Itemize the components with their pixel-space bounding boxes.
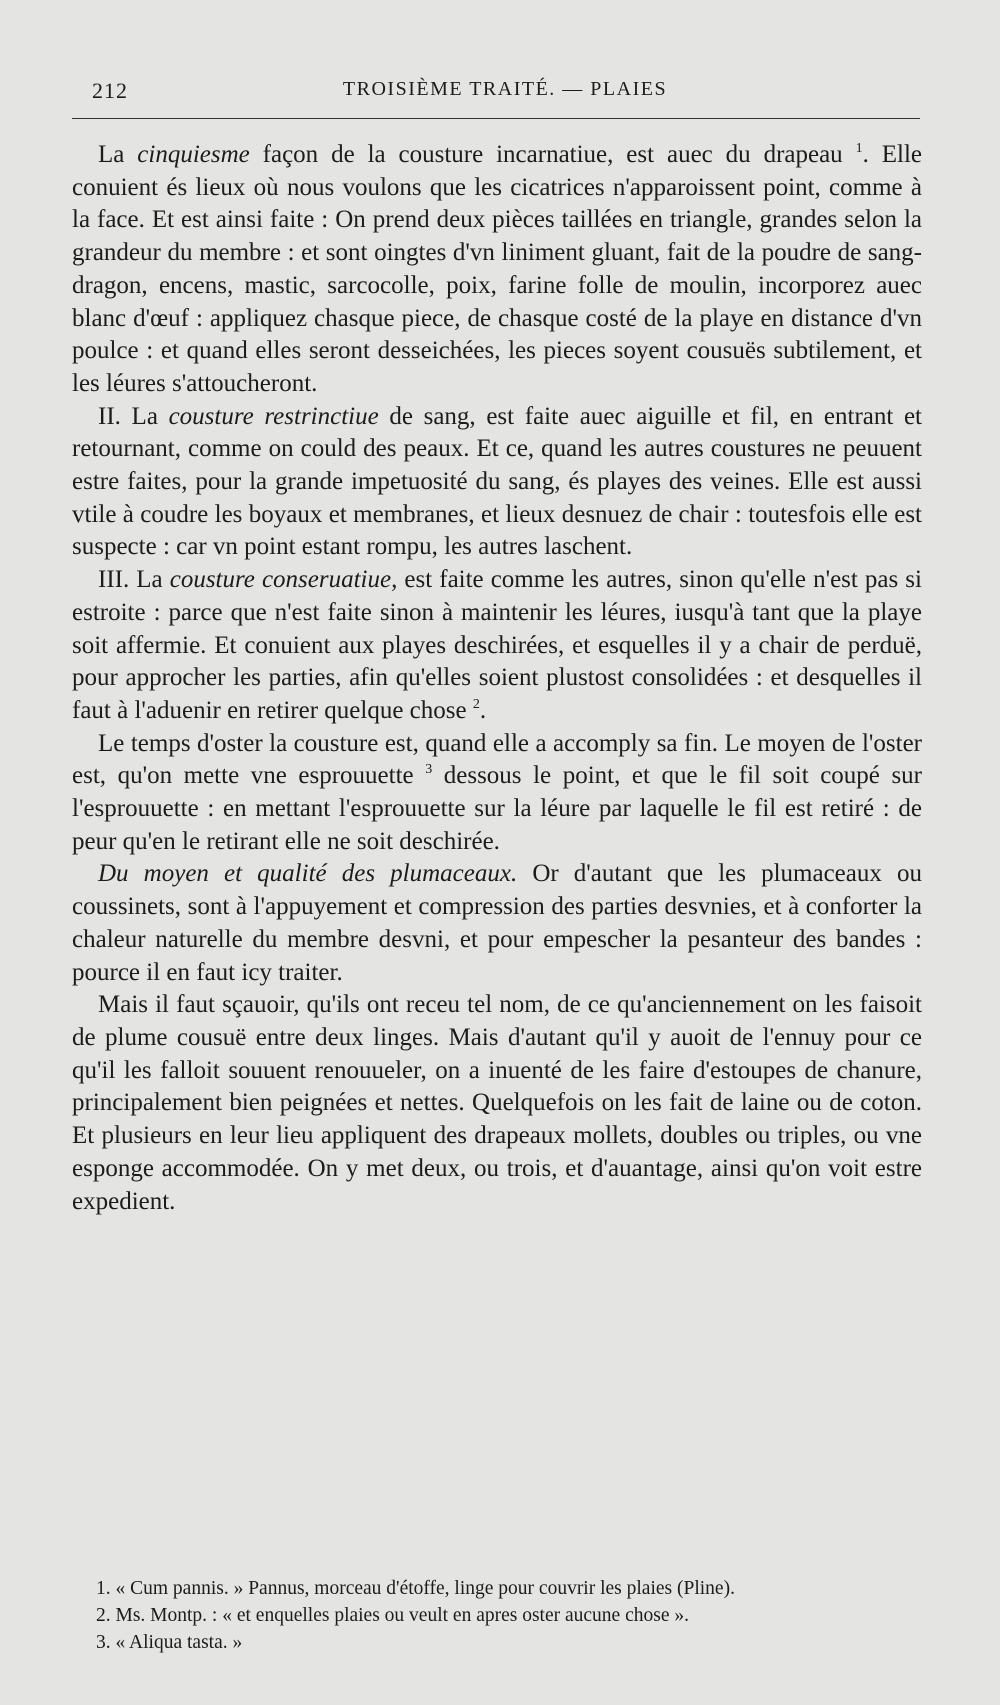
text-run: . xyxy=(479,696,487,724)
footnote-3: 3. « Aliqua tasta. » xyxy=(96,1632,243,1653)
main-text xyxy=(72,139,922,1218)
text-run: Or d'autant que les plumaceaux ou coussinets, sont à l'appuyement et compression des parties desvnies, et à conforter la chaleur naturelle du membre desvni, et pour empescher la pesanteur des bandes : pource il en faut icy traiter. xyxy=(72,860,922,986)
emphasis: Du moyen et qualité des plumaceaux. xyxy=(98,860,518,888)
footnote-1: 1. « Cum pannis. » Pannus, morceau d'étoffe, linge pour couvrir les plaies (Pline). xyxy=(96,1578,735,1599)
emphasis: cinquiesme xyxy=(137,141,250,168)
header-rule xyxy=(72,118,920,119)
text-run: façon de la cousture incarnatiue, est auec du drapeau xyxy=(249,141,856,168)
paragraph-oster-cousture xyxy=(72,728,922,859)
emphasis: cousture restrinctiue xyxy=(168,402,379,430)
paragraph-cousture-conseruatiue xyxy=(72,564,922,728)
running-title: TROISIÈME TRAITÉ. — PLAIES xyxy=(342,78,668,100)
running-head xyxy=(92,78,918,110)
text-run: Le temps d'oster la cousture est, quand elle a accomply sa fin. Le moyen de l'oster est, qu'on mette vne esprouuette xyxy=(72,729,922,790)
footnote-2: 2. Ms. Montp. : « et enquelles plaies ou veult en apres oster aucune chose ». xyxy=(96,1605,689,1626)
emphasis: cousture conseruatiue, xyxy=(169,566,398,594)
footnotes xyxy=(72,1575,932,1656)
text-run: Mais il faut sçauoir, qu'ils ont receu tel nom, de ce qu'anciennement on les faisoit de plume cousuë entre deux linges. Mais d'autant qu'il y auoit de l'ennuy pour ce qu'il les falloit souuent renouueler, on a inuenté de les faire d'estoupes de chanure, principalement bien peignées et nettes. Quelquefois on les fait de laine ou de coton. Et plusieurs en leur lieu appliquent des drapeaux mollets, doubles ou triples, ou vne esponge accommodée. On y met deux, ou trois, et d'auantage, ainsi qu'on voit estre expedient. xyxy=(72,991,922,1215)
paragraph-cousture-restrinctiue xyxy=(72,401,922,565)
text-run: de sang, est faite auec aiguille et fil, en entrant et retournant, comme on could des peaux. Et ce, quand les autres coustures ne peuuent estre faites, pour la grande impetuosité du sang, és playes des veines. Elle est aussi vtile à coudre les boyaux et membranes, et lieux desnuez de chair : toutesfois elle est suspecte : car vn point estant rompu, les autres laschent. xyxy=(72,402,922,561)
footnote-ref-3: 3 xyxy=(425,762,433,778)
paragraph-plumaceaux xyxy=(72,858,922,989)
footnote-ref-2: 2 xyxy=(472,696,480,712)
text-run: La xyxy=(98,141,138,168)
text-run: III. La xyxy=(98,566,170,594)
paragraph-plumaceaux-nom xyxy=(72,989,922,1218)
page-number: 212 xyxy=(92,78,128,103)
paragraph-cinquiesme-cousture xyxy=(72,139,922,401)
text-run: est faite comme les autres, sinon qu'elle n'est pas si estroite : parce que n'est faite sinon à maintenir les léures, iusqu'à tant que la playe soit affermie. Et conuient aux playes deschirées, et esquelles il y a chair de perduë, pour approcher les parties, afin qu'elles soient plustost consolidées : et desquelles il faut à l'aduenir en retirer quelque chose xyxy=(72,566,922,724)
text-run: II. La xyxy=(98,402,169,430)
text-run: . Elle conuient és lieux où nous voulons que les cicatrices n'apparoissent point, comme à la face. Et est ainsi faite : On prend deux pièces taillées en triangle, grandes selon la grandeur du membre : et sont oingtes d'vn liniment gluant, fait de la poudre de sang-dragon, encens, mastic, sarcocolle, poix, farine folle de moulin, incorporez auec blanc d'œuf : appliquez chasque piece, de chasque costé de la playe en distance d'vn poulce : et quand elles seront desseichées, les pieces soyent cousuës subtilement, et les léures s'attoucheront. xyxy=(72,141,923,397)
footnote-ref-1: 1 xyxy=(855,141,863,156)
text-run: dessous le point, et que le fil soit coupé sur l'esprouuette : en mettant l'esprouuette sur la léure par laquelle le fil est retiré : de peur qu'en le retirant elle ne soit deschirée. xyxy=(72,762,923,855)
